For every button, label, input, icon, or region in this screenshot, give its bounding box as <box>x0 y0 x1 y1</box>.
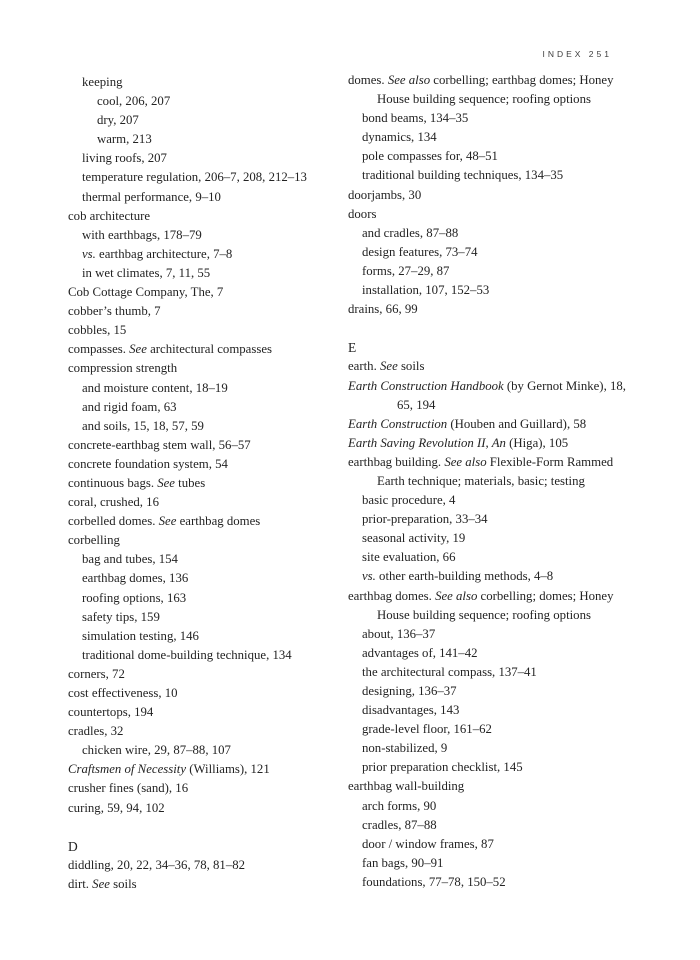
index-entry <box>68 417 360 436</box>
index-entry-text-italic: See also <box>387 73 431 87</box>
section-heading: D <box>68 838 78 854</box>
index-entry <box>68 856 360 875</box>
index-entry-text: disadvantages, 143 <box>362 703 460 718</box>
index-entry <box>348 701 678 720</box>
index-entry-text-italic: See <box>379 359 398 374</box>
index-entry-text: continuous bags. <box>68 475 158 490</box>
index-entry <box>68 550 360 569</box>
index-entry <box>348 109 678 128</box>
index-entry-text: earth. <box>348 359 380 374</box>
index-entry <box>68 130 360 149</box>
index-entry <box>68 760 360 779</box>
index-entry-text: architectural compasses <box>146 342 272 357</box>
index-entry <box>68 589 360 608</box>
index-entry-text: arch forms, 90 <box>362 798 437 813</box>
index-entry-text: 65, 194 <box>397 397 436 412</box>
index-entry <box>68 359 360 378</box>
index-entry <box>348 147 678 166</box>
index-entry-text: coral, crushed, 16 <box>68 495 159 510</box>
index-entry-text: cool, 206, 207 <box>97 94 171 109</box>
index-entry <box>68 627 360 646</box>
index-entry <box>348 567 678 586</box>
index-entry <box>68 436 360 455</box>
index-entry <box>348 816 678 835</box>
index-entry <box>348 682 678 701</box>
index-entry-text-italic: See also <box>444 454 487 469</box>
index-entry-text: thermal performance, 9–10 <box>82 189 221 204</box>
index-entry <box>68 474 360 493</box>
index-entry-text-italic: Earth Saving Revolution II, An <box>348 435 506 450</box>
index-entry-text: bag and tubes, 154 <box>82 552 178 567</box>
index-entry-text: forms, 27–29, 87 <box>362 263 450 278</box>
index-entry <box>348 720 678 739</box>
index-entry <box>68 493 360 512</box>
index-entry-text-italic: See <box>158 514 177 529</box>
index-entry-text: temperature regulation, 206–7, 208, 212–13 <box>82 170 307 185</box>
index-entry-text: Cob Cottage Company, The, 7 <box>68 285 224 300</box>
index-entry-text: cradles, 87–88 <box>362 817 437 832</box>
index-entry-text: other earth-building methods, 4–8 <box>375 569 554 584</box>
index-entry <box>348 166 678 185</box>
index-entry-text: dry, 207 <box>97 113 139 128</box>
index-entry-text: (by Gernot Minke), 18, <box>503 378 626 393</box>
index-entry-text: (Williams), 121 <box>186 762 270 777</box>
index-entry-text: corbelled domes. <box>68 514 159 529</box>
index-entry <box>68 73 360 92</box>
index-entry <box>348 873 678 892</box>
index-column-left <box>68 73 360 894</box>
index-entry-text: and soils, 15, 18, 57, 59 <box>82 418 204 433</box>
index-entry-text: prior-preparation, 33–34 <box>362 512 488 527</box>
index-entry <box>348 548 678 567</box>
index-entry-text: bond beams, 134–35 <box>362 111 469 126</box>
index-entry <box>68 111 360 130</box>
index-entry <box>68 283 360 302</box>
index-entry-text: prior preparation checklist, 145 <box>362 760 523 775</box>
index-entry-text: corbelling <box>68 533 120 548</box>
index-entry-text-italic: Earth Construction <box>348 416 448 431</box>
index-entry-text: crusher fines (sand), 16 <box>68 781 189 796</box>
index-entry <box>68 703 360 722</box>
index-entry-text: concrete-earthbag stem wall, 56–57 <box>68 437 251 452</box>
index-entry-text: dynamics, 134 <box>362 130 437 145</box>
index-entry-text: corbelling; earthbag domes; Honey <box>430 73 614 87</box>
index-entry-text-italic: See <box>92 876 110 891</box>
index-entry <box>68 188 360 207</box>
index-entry <box>348 587 678 606</box>
index-entry-text: (Higa), 105 <box>505 435 569 450</box>
index-entry-text-italic: vs. <box>82 246 96 261</box>
index-entry-text: tubes <box>174 475 206 490</box>
index-entry <box>68 569 360 588</box>
index-entry-text: curing, 59, 94, 102 <box>68 800 165 815</box>
index-entry <box>68 799 360 818</box>
index-entry <box>68 226 360 245</box>
index-entry-text: cobbles, 15 <box>68 323 127 338</box>
index-entry-text: soils <box>109 876 137 891</box>
index-entry <box>348 510 678 529</box>
index-entry <box>68 168 360 187</box>
index-entry <box>348 835 678 854</box>
index-entry-text-italic: See <box>157 475 175 490</box>
index-entry <box>68 875 360 894</box>
index-entry <box>68 207 360 226</box>
index-entry-text: (Houben and Guillard), 58 <box>447 416 587 431</box>
index-entry <box>348 625 678 644</box>
index-entry-text: cobber’s thumb, 7 <box>68 304 161 319</box>
index-entry <box>68 264 360 283</box>
index-entry-text: compression strength <box>68 361 178 376</box>
index-entry-text: pole compasses for, 48–51 <box>362 149 498 164</box>
index-entry-text: Earth technique; materials, basic; testing <box>377 473 585 488</box>
index-entry-text: and cradles, 87–88 <box>362 225 459 240</box>
index-entry-text: site evaluation, 66 <box>362 550 456 565</box>
index-entry-text: earthbag wall-building <box>348 779 465 794</box>
index-entry <box>348 377 678 396</box>
index-entry-text-italic: Craftsmen of Necessity <box>68 762 187 777</box>
index-entry <box>348 529 678 548</box>
index-entry-text: House building sequence; roofing options <box>377 92 591 107</box>
index-entry-text: roofing options, 163 <box>82 590 187 605</box>
index-entry <box>348 472 678 491</box>
index-entry <box>68 531 360 550</box>
index-entry <box>348 90 678 109</box>
index-entry-text: safety tips, 159 <box>82 609 160 624</box>
index-entry <box>68 779 360 798</box>
index-section <box>348 71 678 319</box>
index-entry-text: door / window frames, 87 <box>362 836 494 851</box>
index-entry <box>68 665 360 684</box>
index-entry <box>348 777 678 796</box>
index-entry <box>348 491 678 510</box>
index-entry <box>68 455 360 474</box>
index-entry-text: dirt. <box>68 876 93 891</box>
index-entry-text: and rigid foam, 63 <box>82 399 177 414</box>
index-entry-text: earthbag domes <box>176 514 261 529</box>
index-entry-text: in wet climates, 7, 11, 55 <box>82 265 211 280</box>
index-entry-text: installation, 107, 152–53 <box>362 283 490 298</box>
index-entry <box>348 300 678 319</box>
index-entry-text: domes. <box>348 73 388 87</box>
index-entry-text: cob architecture <box>68 208 151 223</box>
index-entry-text-italic: Earth Construction Handbook <box>348 378 504 393</box>
index-entry <box>68 608 360 627</box>
index-entry-text: the architectural compass, 137–41 <box>362 664 537 679</box>
index-entry-text-italic: See also <box>435 588 478 603</box>
index-entry-text: keeping <box>82 75 123 89</box>
index-entry <box>348 262 678 281</box>
index-entry <box>348 128 678 147</box>
index-entry <box>348 396 678 415</box>
index-entry <box>348 415 678 434</box>
index-entry <box>68 149 360 168</box>
index-entry-text: design features, 73–74 <box>362 244 478 259</box>
index-entry-text: corbelling; domes; Honey <box>477 588 614 603</box>
index-entry-text: non-stabilized, 9 <box>362 741 448 756</box>
index-entry <box>348 663 678 682</box>
index-entry <box>68 92 360 111</box>
index-entry <box>68 722 360 741</box>
index-entry <box>68 741 360 760</box>
index-entry-text: traditional building techniques, 134–35 <box>362 168 564 183</box>
index-section <box>68 73 360 818</box>
index-entry-text: fan bags, 90–91 <box>362 855 444 870</box>
index-entry-text: House building sequence; roofing options <box>377 607 591 622</box>
index-column-right <box>348 71 678 892</box>
index-entry-text: about, 136–37 <box>362 626 436 641</box>
index-entry-text: advantages of, 141–42 <box>362 645 478 660</box>
index-entry <box>68 512 360 531</box>
index-entry <box>68 245 360 264</box>
index-entry <box>348 854 678 873</box>
index-entry-text: concrete foundation system, 54 <box>68 456 228 471</box>
index-entry <box>348 739 678 758</box>
index-entry-text: earthbag architecture, 7–8 <box>95 246 233 261</box>
index-entry-text: compasses. <box>68 342 130 357</box>
index-entry-text: diddling, 20, 22, 34–36, 78, 81–82 <box>68 857 246 872</box>
index-entry-text: with earthbags, 178–79 <box>82 227 202 242</box>
running-head <box>542 49 612 59</box>
index-entry <box>68 646 360 665</box>
index-entry <box>68 684 360 703</box>
section-heading: E <box>348 340 357 356</box>
index-entry-text: basic procedure, 4 <box>362 493 456 508</box>
index-entry <box>348 644 678 663</box>
index-entry-text: warm, 213 <box>97 132 152 147</box>
index-entry <box>348 186 678 205</box>
index-entry <box>68 398 360 417</box>
index-entry-text: corners, 72 <box>68 666 125 681</box>
index-entry <box>348 797 678 816</box>
index-entry <box>348 606 678 625</box>
index-entry-text-italic: See <box>129 342 147 357</box>
index-entry-text: living roofs, 207 <box>82 151 167 166</box>
index-entry <box>68 321 360 340</box>
index-entry-text: soils <box>397 359 425 374</box>
index-entry <box>348 205 678 224</box>
running-head-text: INDEX 251 <box>542 49 612 59</box>
index-entry-text: earthbag domes. <box>348 588 436 603</box>
index-entry-text: earthbag domes, 136 <box>82 571 189 586</box>
index-entry-text: and moisture content, 18–19 <box>82 380 228 395</box>
index-section <box>348 338 678 892</box>
index-entry-text: cradles, 32 <box>68 724 124 739</box>
index-entry <box>68 340 360 359</box>
index-entry-text: Flexible-Form Rammed <box>486 454 614 469</box>
index-entry <box>348 758 678 777</box>
index-entry-text: designing, 136–37 <box>362 684 457 698</box>
index-entry <box>68 379 360 398</box>
index-entry <box>348 357 678 376</box>
index-entry-text: doors <box>348 206 377 221</box>
index-entry <box>348 224 678 243</box>
index-entry <box>348 71 678 90</box>
index-entry-text: foundations, 77–78, 150–52 <box>362 874 506 889</box>
index-entry-text: cost effectiveness, 10 <box>68 686 178 700</box>
index-entry-text: traditional dome-building technique, 134 <box>82 647 292 662</box>
index-entry <box>68 302 360 321</box>
index-entry-text: earthbag building. <box>348 454 445 469</box>
index-entry <box>348 281 678 300</box>
index-entry-text-italic: vs. <box>362 569 376 584</box>
index-entry <box>348 453 678 472</box>
index-entry-text: doorjambs, 30 <box>348 187 422 202</box>
index-entry-text: drains, 66, 99 <box>348 302 418 317</box>
index-entry <box>348 243 678 262</box>
index-entry-text: chicken wire, 29, 87–88, 107 <box>82 743 231 758</box>
index-entry <box>348 434 678 453</box>
index-entry-text: simulation testing, 146 <box>82 628 199 643</box>
index-entry-text: countertops, 194 <box>68 705 154 720</box>
index-section <box>68 837 360 894</box>
index-entry-text: grade-level floor, 161–62 <box>362 722 492 737</box>
index-entry-text: seasonal activity, 19 <box>362 531 466 546</box>
